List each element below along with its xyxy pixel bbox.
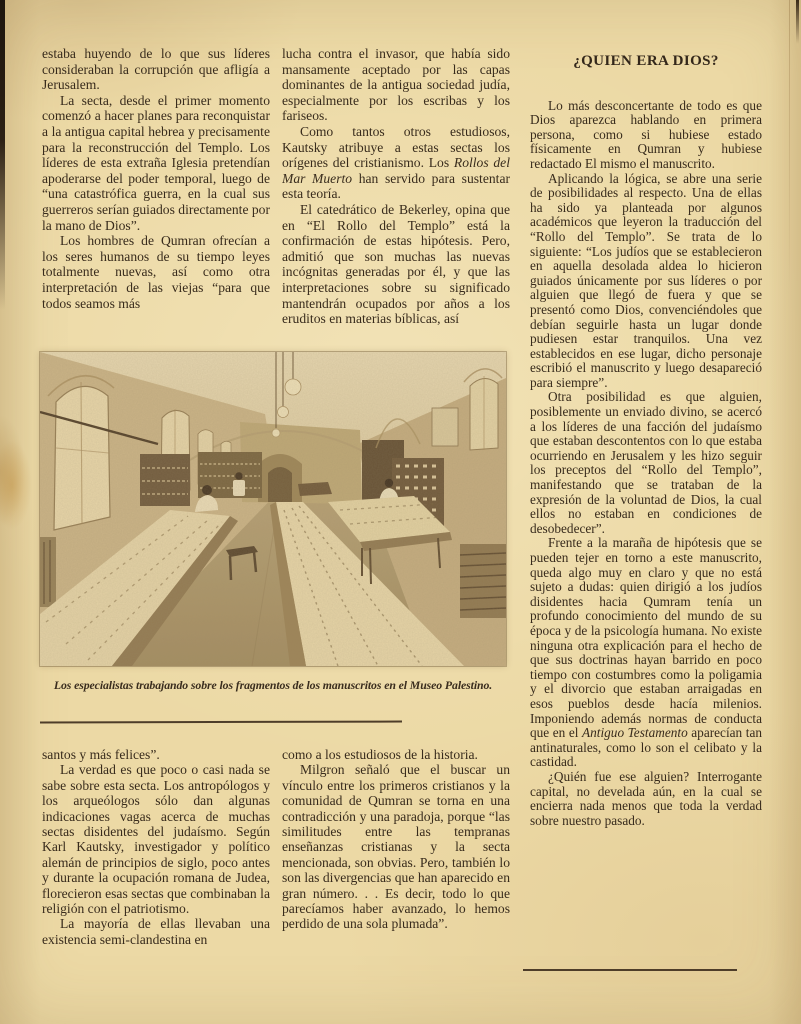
section-heading: ¿QUIEN ERA DIOS? — [573, 53, 719, 69]
paper-crease — [789, 0, 790, 290]
paragraph: ¿Quién fue ese alguien? Interrogante capital, no develada aún, en la cual se encierra nada menos que toda la verdad sobre nuestro pasado. — [530, 768, 762, 828]
paragraph: La verdad es que poco o casi nada se sabe sobre esta secta. Los antropólogos y los arqueólogos sólo dan algunas indicaciones vagas acerca de muchas sectas disidentes del judaísmo. Según Karl Kautsky, investigador y político alemán de principios de siglo, poco antes y durante la ocupación romana de Judea, florecieron esas sectas que combinaban la religión con el patriotismo. — [42, 762, 270, 917]
page-edge — [796, 0, 799, 44]
photo-sepia-wash — [40, 352, 506, 666]
column-1-bottom — [42, 747, 270, 973]
paragraph: La secta, desde el primer momento comenzó a hacer planes para reconquistar a la antigua capital hebrea y precisamente para la reconstrucción del Templo. Los líderes de esta extraña Iglesia pretendían apoderarse del poder temporal, luego de “una catastrófica guerra, en la cual sus guerreros serían guiados directamente por la mano de Dios”. — [42, 92, 270, 233]
paper-stain — [0, 440, 32, 530]
book-title: Rollos del Mar Muerto — [282, 155, 510, 186]
paragraph-segment: han servido para sustentar esta teoría. — [282, 170, 510, 202]
paragraph: Lo más desconcertante de todo es que Dios aparezca hablando en primera persona, como si hubiese estado físicamente en Qumran y hubiese redactado El mismo el manuscrito. — [530, 97, 762, 171]
column-1-top — [42, 46, 270, 348]
paragraph: estaba huyendo de lo que sus líderes consideraban la corrupción que afligía a Jerusalem. — [42, 46, 270, 93]
paragraph — [282, 124, 510, 202]
paragraph: Otra posibilidad es que alguien, posiblemente un enviado divino, se acercó a los líderes de una facción del judaísmo que estaban descontentos con lo que estaba ocurriendo en Jerusalem y les hizo seguir los preceptos del “Rollo del Templo”, manifestando que se trataban de la expresión de la voluntad de Dios, la cual ellos no estaban en condiciones de desobedecer”. — [530, 389, 762, 536]
photo-caption: Los especialistas trabajando sobre los fragmentos de los manuscritos en el Museo Palestino. — [53, 678, 493, 692]
museum-hall-illustration — [40, 352, 506, 666]
paragraph: Milgron señaló que el buscar un vínculo entre los primeros cristianos y la comunidad de Qumran se torna en una contradicción y una paradoja, porque “las similitudes entre las tempranas enseñanzas cristianas y la secta mencionada, son obvias. Pero, también lo son las divergencias que han aparecido en gran número. . . Es decir, todo lo que parecíamos haber avanzado, lo hemos perdido de una sola plumada”. — [282, 762, 510, 932]
paragraph-segment: Frente a la maraña de hipótesis que se pueden tejer en torno a este manuscrito, queda algo muy en claro y que no está sujeto a dudas: quien dirigió a los judíos disidentes hacia Qumram tenía un profundo conocimiento del mundo de su época y de la psicología humana. No existe ninguna otra explicación para el hecho de que sus doctrinas hayan barrido en poco tiempo con costumbres como la poligamia y el divorcio que estaban arraigadas en esos pueblos desde hacía milenios. Imponiendo además normas de conducta que en el — [530, 535, 762, 741]
divider-rule-left — [40, 721, 402, 724]
paragraph: santos y más felices”. — [42, 747, 160, 762]
paragraph: Aplicando la lógica, se abre una serie de posibilidades al respecto. Una de ellas ha sido ya planteada por algunos académicos que leyeron la traducción del “Rollo del Templo”. Se trata de lo siguiente: “Los judíos que se establecieron en aquella desolada aldea lo hicieron guiados únicamente por sus líderes o por alguien que llegó de fuera y que se presentó como Dios, convenciéndoles que debían seguirle hasta un lugar donde pudiesen estar tranquilos. Una vez establecidos en ese lugar, dicho personaje escribió el manuscrito y luego desapareció para siempre”. — [530, 170, 762, 390]
paragraph: lucha contra el invasor, que había sido mansamente aceptado por las capas dominantes de la antigua sociedad judía, especialmente por los escribas y los fariseos. — [282, 46, 510, 124]
paragraph — [530, 536, 762, 770]
paragraph: El catedrático de Bekerley, opina que en “El Rollo del Templo” está la confirmación de estas hipótesis. Pero, admitió que son muchas las nuevas incógnitas generadas por él, y que las interpretaciones sobre su significado mantendrán ocupados por años a los eruditos en materias bíblicas, así — [282, 201, 510, 327]
paragraph-segment: Como tantos otros estudiosos, Kautsky atribuye a estas sectas los orígenes del cristianismo. Los — [282, 123, 510, 171]
paragraph-segment: aparecían tan antinaturales, como lo son el celibato y la castidad. — [530, 725, 762, 770]
paragraph: como a los estudiosos de la historia. — [282, 747, 478, 762]
binding-edge — [0, 0, 5, 310]
column-2-top — [282, 46, 510, 348]
column-3 — [530, 50, 762, 962]
book-title: Antiguo Testamento — [581, 725, 688, 741]
column-2-bottom — [282, 747, 510, 973]
article-photo — [40, 352, 506, 666]
paragraph: Los hombres de Qumran ofrecían a los seres humanos de su tiempo leyes totalmente nuevas, así como otra interpretación de las viejas “para que todos seamos más — [42, 233, 270, 311]
divider-rule-right — [523, 969, 737, 971]
paragraph: La mayoría de ellas llevaban una existencia semi-clandestina en — [42, 916, 270, 947]
